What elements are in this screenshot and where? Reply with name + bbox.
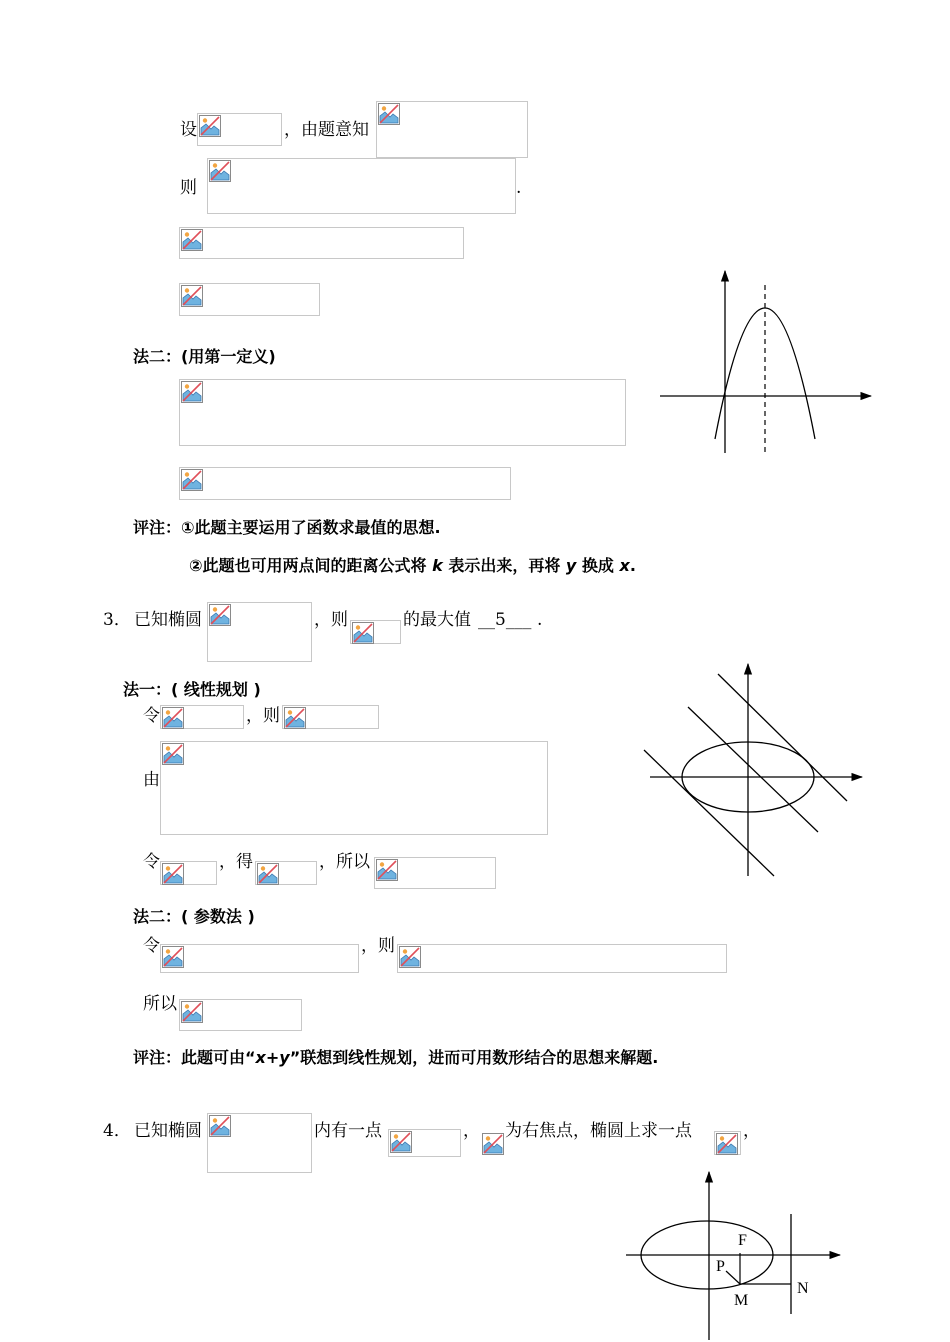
broken-image-icon bbox=[181, 469, 203, 491]
method-heading: 法二：( 参数法 ) bbox=[133, 907, 255, 926]
formula-image bbox=[179, 999, 302, 1031]
broken-image-icon bbox=[162, 743, 184, 765]
q4-text-a: 已知椭圆 bbox=[134, 1121, 202, 1141]
method-heading: 法一：( 线性规划 ) bbox=[123, 680, 261, 699]
broken-image-icon bbox=[399, 946, 421, 968]
formula-image bbox=[160, 861, 217, 885]
formula-image bbox=[714, 1131, 741, 1155]
broken-image-icon bbox=[209, 1115, 231, 1137]
comment-line: 评注：此题可由“x+y”联想到线性规划，进而可用数形结合的思想来解题. bbox=[133, 1048, 659, 1067]
q3-text-c: 的最大值 bbox=[403, 610, 471, 630]
question-number: 3． bbox=[103, 610, 131, 630]
formula-image bbox=[179, 379, 626, 446]
formula-image bbox=[388, 1129, 461, 1157]
formula-image bbox=[397, 944, 727, 973]
formula-image bbox=[179, 227, 464, 259]
formula-image bbox=[160, 741, 548, 835]
label-F: F bbox=[738, 1232, 747, 1249]
question-number: 4． bbox=[103, 1121, 131, 1141]
fa1-ling2: 令 bbox=[143, 852, 160, 872]
q3-answer: __5___ bbox=[478, 610, 532, 630]
broken-image-icon bbox=[257, 863, 279, 885]
broken-image-icon bbox=[390, 1131, 412, 1153]
formula-image bbox=[207, 602, 312, 662]
fa2b-ling: 令 bbox=[143, 936, 160, 956]
fa2b-suoyi: 所以 bbox=[143, 994, 177, 1014]
ellipse-lines-figure bbox=[640, 660, 870, 880]
formula-image bbox=[255, 861, 317, 885]
label-M: M bbox=[734, 1292, 749, 1309]
broken-image-icon bbox=[181, 1001, 203, 1023]
broken-image-icon bbox=[162, 946, 184, 968]
comment-line-1: 评注：①此题主要运用了函数求最值的思想. bbox=[133, 518, 441, 537]
text-ze: 则 bbox=[180, 178, 197, 198]
broken-image-icon bbox=[181, 285, 203, 307]
formula-image bbox=[376, 101, 528, 158]
q4-text-b: 内有一点 bbox=[314, 1121, 382, 1141]
q3-text-a: 已知椭圆 bbox=[134, 610, 202, 630]
formula-image bbox=[207, 158, 516, 214]
broken-image-icon bbox=[199, 115, 221, 137]
broken-image-icon bbox=[482, 1133, 504, 1155]
formula-image bbox=[160, 944, 359, 973]
formula-image bbox=[282, 705, 379, 729]
broken-image-icon bbox=[181, 229, 203, 251]
broken-image-icon bbox=[378, 103, 400, 125]
text-she: 设 bbox=[180, 120, 197, 140]
broken-image-icon bbox=[352, 622, 374, 644]
formula-image bbox=[179, 283, 320, 316]
formula-image bbox=[350, 620, 401, 644]
label-N: N bbox=[797, 1280, 809, 1297]
q3-text-d: . bbox=[537, 610, 543, 630]
fa1-ze: ，则 bbox=[246, 706, 280, 726]
text-youtiyi: ，由题意知 bbox=[284, 120, 369, 140]
broken-image-icon bbox=[162, 707, 184, 729]
q3-text-b: ，则 bbox=[314, 610, 348, 630]
broken-image-icon bbox=[209, 604, 231, 626]
q4-text-c: ， bbox=[463, 1121, 480, 1141]
formula-image bbox=[160, 705, 244, 729]
formula-image bbox=[480, 1131, 504, 1155]
broken-image-icon bbox=[162, 863, 184, 885]
fa1-you: 由 bbox=[143, 770, 160, 790]
q4-text-e: ， bbox=[743, 1121, 760, 1141]
formula-image bbox=[197, 113, 282, 146]
broken-image-icon bbox=[181, 381, 203, 403]
broken-image-icon bbox=[716, 1133, 738, 1155]
formula-image bbox=[374, 857, 496, 889]
broken-image-icon bbox=[376, 859, 398, 881]
label-P: P bbox=[716, 1258, 725, 1275]
formula-image bbox=[207, 1113, 312, 1173]
comment-line-2: ②此题也可用两点间的距离公式将 k 表示出来，再将 y 换成 x. bbox=[189, 556, 636, 575]
fa2b-ze: ，则 bbox=[361, 936, 395, 956]
q4-text-d: 为右焦点，椭圆上求一点 bbox=[505, 1121, 692, 1141]
parabola-figure bbox=[655, 265, 880, 460]
broken-image-icon bbox=[209, 160, 231, 182]
formula-image bbox=[179, 467, 511, 500]
ellipse-focus-figure bbox=[620, 1168, 850, 1342]
fa1-ling: 令 bbox=[143, 706, 160, 726]
fa1-de: ，得 bbox=[219, 852, 253, 872]
broken-image-icon bbox=[284, 707, 306, 729]
text-dot: . bbox=[516, 178, 522, 198]
fa1-suoyi: ，所以 bbox=[319, 852, 370, 872]
method-heading: 法二：(用第一定义) bbox=[133, 347, 276, 366]
